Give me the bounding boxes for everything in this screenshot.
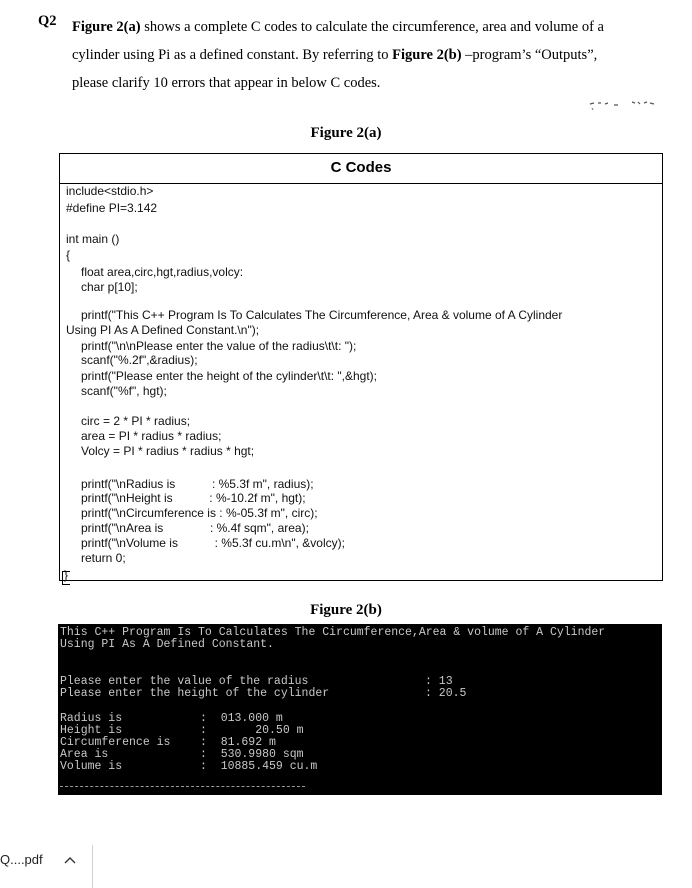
figure-2a-reference: Figure 2(a) (72, 19, 141, 35)
console-line: Radius is (60, 712, 123, 725)
figure-2b-title: Figure 2(b) (310, 602, 382, 618)
console-output-value: : 530.9980 sqm (200, 748, 304, 761)
code-line: scanf("%f", hgt); (81, 384, 167, 398)
console-output-value: : 013.000 m (200, 712, 283, 725)
code-line: printf("\nCircumference is : %-05.3f m", circ); (81, 506, 318, 520)
console-dashed-separator (60, 786, 305, 787)
code-line: area = PI * radius * radius; (81, 429, 222, 443)
code-line: float area,circ,hgt,radius,volcy: (81, 265, 244, 279)
code-line: circ = 2 * PI * radius; (81, 414, 191, 428)
pen-scribble-mark (588, 96, 658, 114)
code-line: scanf("%.2f",&radius); (81, 353, 198, 367)
download-bar-divider (92, 845, 93, 888)
code-line: char p[10]; (81, 280, 138, 294)
question-number: Q2 (38, 13, 57, 29)
download-file-label[interactable]: Q....pdf (0, 852, 43, 867)
question-text (72, 13, 668, 97)
console-line: Volume is (60, 760, 123, 773)
console-line: Circumference is (60, 736, 171, 749)
cropped-page-header (300, 0, 390, 4)
code-line: #define PI=3.142 (66, 201, 158, 215)
console-line: Please enter the height of the cylinder (60, 687, 330, 700)
console-line: This C++ Program Is To Calculates The Circumference,Area & volume of A Cylinder (60, 626, 606, 639)
question-line-2 (72, 41, 668, 69)
question-line-1-text: shows a complete C codes to calculate the circumference, area and volume of a (140, 19, 604, 35)
figure-2b-reference: Figure 2(b) (392, 47, 462, 63)
code-line: return 0; (81, 551, 126, 565)
code-line: int main () (66, 232, 120, 246)
console-input-value: : 13 (425, 675, 453, 688)
text-cursor-box (62, 571, 70, 585)
code-line: printf("\nRadius is : %5.3f m", radius); (81, 477, 314, 491)
question-line-2-text-b: –program’s “Outputs”, (461, 47, 598, 63)
console-output-value: : 10885.459 cu.m (200, 760, 318, 773)
console-line: Using PI As A Defined Constant. (60, 638, 274, 651)
chevron-up-icon[interactable] (63, 855, 77, 865)
code-line: printf("\nHeight is : %-10.2f m", hgt); (81, 491, 306, 505)
code-table-header: C Codes (60, 154, 662, 184)
code-line-closing-brace: } (64, 568, 69, 582)
code-line: printf("Please enter the height of the cylinder\t\t: ",&hgt); (81, 369, 378, 383)
console-output (58, 624, 662, 795)
figure-2a-title: Figure 2(a) (310, 125, 382, 141)
download-bar (0, 845, 692, 888)
code-line: printf("\nVolume is : %5.3f cu.m\n", &volcy); (81, 536, 345, 550)
console-output-value: : 20.50 m (200, 724, 304, 737)
question-line-2-text-a: cylinder using Pi as a defined constant. By referring to (72, 47, 393, 63)
console-line: Height is (60, 724, 123, 737)
code-line: include<stdio.h> (66, 184, 154, 198)
code-line: Using PI As A Defined Constant.\n"); (66, 323, 260, 337)
question-line-1 (72, 13, 668, 41)
code-table-body (60, 184, 662, 580)
console-line: Area is (60, 748, 109, 761)
code-line: { (66, 248, 71, 262)
code-line: printf("This C++ Program Is To Calculates The Circumference, Area & volume of A Cylinder (81, 308, 563, 322)
question-line-3: please clarify 10 errors that appear in below C codes. (72, 75, 381, 91)
console-line: Please enter the value of the radius (60, 675, 309, 688)
code-table (59, 153, 663, 581)
code-line: printf("\nArea is : %.4f sqm", area); (81, 521, 309, 535)
code-line: Volcy = PI * radius * radius * hgt; (81, 444, 255, 458)
code-line: printf("\n\nPlease enter the value of the radius\t\t: "); (81, 339, 357, 353)
console-input-value: : 20.5 (425, 687, 467, 700)
console-output-value: : 81.692 m (200, 736, 276, 749)
